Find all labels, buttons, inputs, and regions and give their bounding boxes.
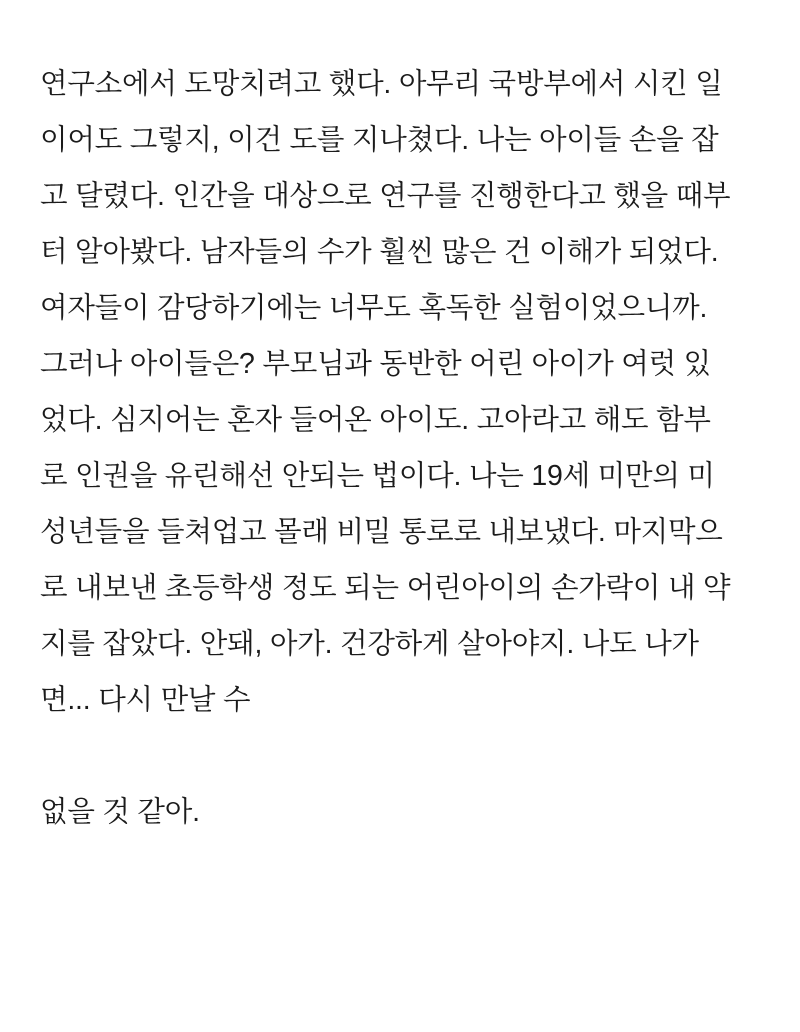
paragraph-spacer bbox=[40, 728, 738, 784]
story-paragraph-main: 연구소에서 도망치려고 했다. 아무리 국방부에서 시킨 일이어도 그렇지, 이건 도를 지나쳤다. 나는 아이들 손을 잡고 달렸다. 인간을 대상으로 연구를 진행한다고 했을 때부터 알아봤다. 남자들의 수가 훨씬 많은 건 이해가 되었다. 여자들이 감당하기에는 너무도 혹독한 실험이었으니까. 그러나 아이들은? 부모님과 동반한 어린 아이가 여럿 있었다. 심지어는 혼자 들어온 아이도. 고아라고 해도 함부로 인권을 유린해선 안되는 법이다. 나는 19세 미만의 미성년들을 들쳐업고 몰래 비밀 통로로 내보냈다. 마지막으로 내보낸 초등학생 정도 되는 어린아이의 손가락이 내 약지를 잡았다. 안돼, 아가. 건강하게 살아야지. 나도 나가면... 다시 만날 수 bbox=[40, 68, 731, 716]
story-paragraph-closing: 없을 것 같아. bbox=[40, 796, 200, 828]
